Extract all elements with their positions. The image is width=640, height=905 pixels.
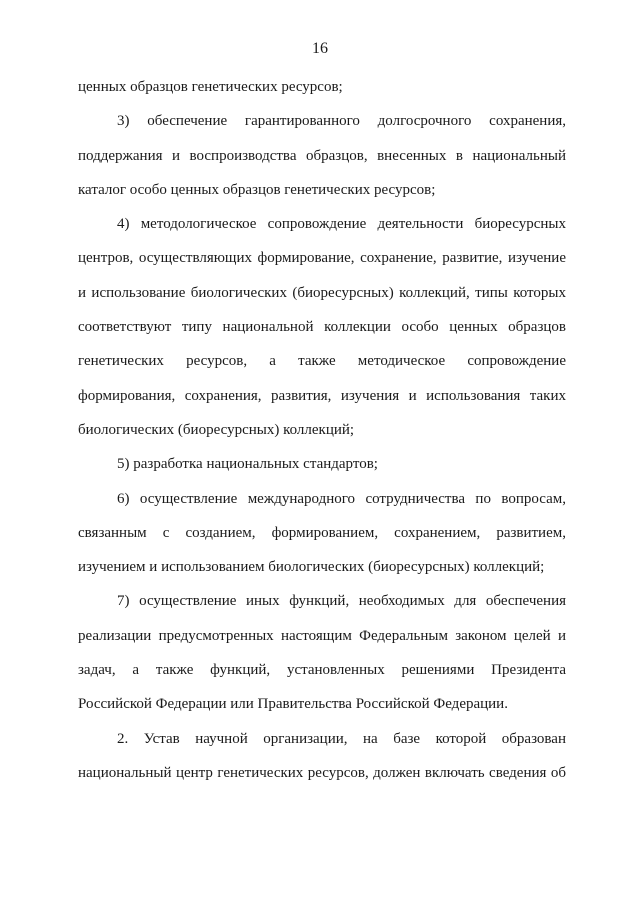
text-line: соответствуют типу национальной коллекции особо ценных образцов: [78, 319, 566, 336]
text-line: связанным с созданием, формированием, сохранением, развитием,: [78, 524, 566, 541]
text-line: ценных образцов генетических ресурсов;: [78, 79, 343, 95]
text-line: задач, а также функций, установленных решениями Президента: [78, 662, 566, 679]
text-line: генетических ресурсов, а также методическое сопровождение: [78, 353, 566, 370]
text-line: каталог особо ценных образцов генетических ресурсов;: [78, 181, 436, 198]
text-line: и использование биологических (биоресурсных) коллекций, типы которых: [78, 284, 566, 301]
text-line: 6) осуществление международного сотрудничества по вопросам,: [117, 490, 566, 507]
text-line: 7) осуществление иных функций, необходимых для обеспечения: [117, 593, 566, 610]
text-line: поддержания и воспроизводства образцов, внесенных в национальный: [78, 147, 566, 164]
text-line: центров, осуществляющих формирование, сохранение, развитие, изучение: [78, 250, 566, 267]
text-line: реализации предусмотренных настоящим Федеральным законом целей и: [78, 627, 566, 644]
text-line: 2. Устав научной организации, на базе которой образован: [117, 730, 566, 747]
text-line: национальный центр генетических ресурсов, должен включать сведения об: [78, 764, 566, 781]
text-line: изучением и использованием биологических (биоресурсных) коллекций;: [78, 559, 545, 576]
document-body: [78, 76, 566, 796]
text-line: биологических (биоресурсных) коллекций;: [78, 421, 355, 438]
text-line: Российской Федерации или Правительства Российской Федерации.: [78, 696, 508, 713]
text-line: 4) методологическое сопровождение деятельности биоресурсных: [117, 216, 566, 233]
page-number: 16: [312, 40, 328, 57]
text-line: формирования, сохранения, развития, изучения и использования таких: [78, 387, 566, 404]
text-line: 3) обеспечение гарантированного долгосрочного сохранения,: [117, 113, 566, 130]
text-line: 5) разработка национальных стандартов;: [117, 456, 378, 473]
